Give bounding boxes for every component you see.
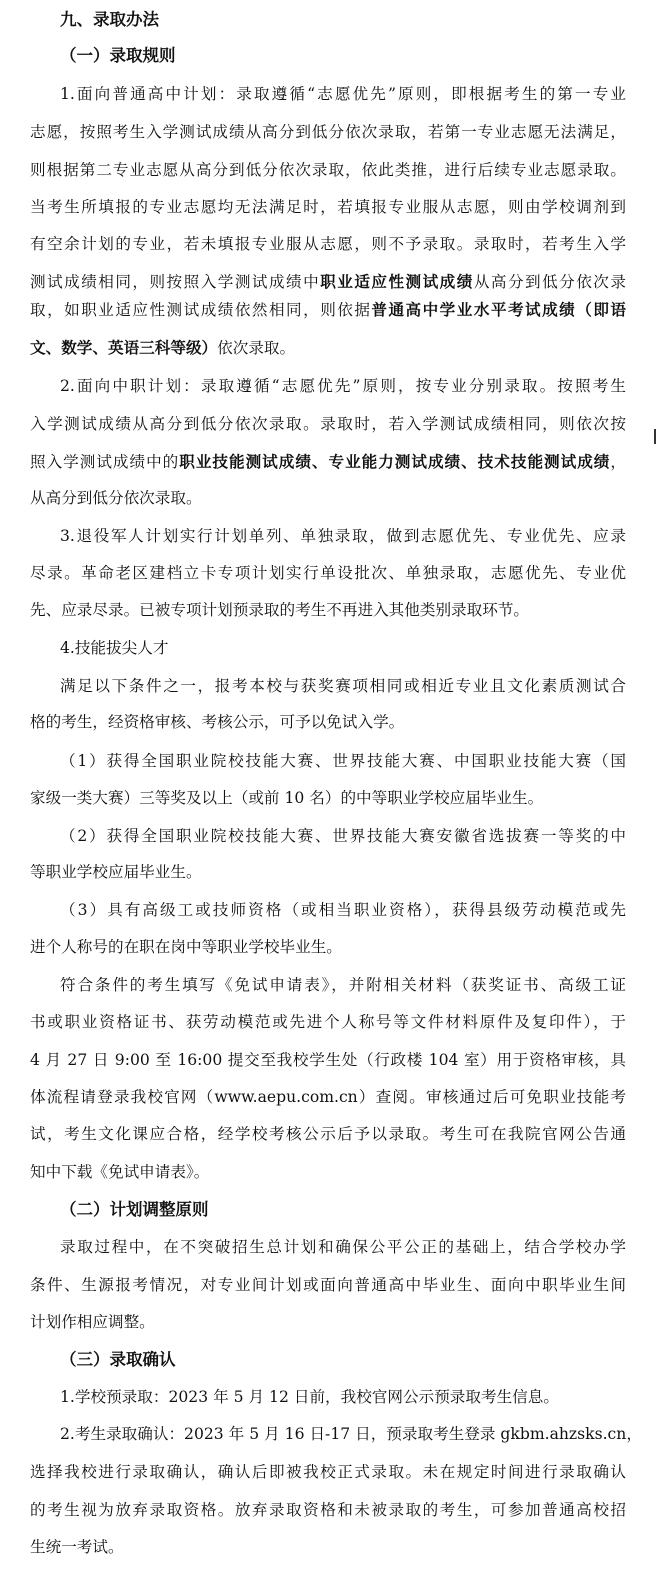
text-run: 取，如职业适应性测试成绩依然相同，则依据 [30, 301, 372, 319]
text-line: 志愿，按照考生入学测试成绩从高分到低分依次录取，若第一专业志愿无法满足， [30, 123, 626, 141]
text-cursor-mark [654, 429, 656, 444]
text-run: 测试成绩相同，则按照入学测试成绩中 [30, 273, 321, 291]
text-line: 2.面向中职计划：录取遵循“志愿优先”原则，按专业分别录取。按照考生 [60, 377, 626, 395]
text-line: 格的考生，经资格审核、考核公示，可予以免试入学。 [30, 713, 405, 731]
text-line: 入学测试成绩从高分到低分依次录取。录取时，若入学测试成绩相同，则依次按 [30, 415, 626, 433]
text-line: 进个人称号的在职在岗中等职业学校毕业生。 [30, 938, 342, 956]
text-line: 计划作相应调整。 [30, 1313, 155, 1331]
text-line: 1.面向普通高中计划：录取遵循“志愿优先”原则，即根据考生的第一专业 [60, 85, 626, 103]
text-line: 则根据第二专业志愿从高分到低分依次录取，依此类推，进行后续专业志愿录取。 [30, 161, 626, 179]
text-line: 条件、生源报考情况，对专业间计划或面向普通高中毕业生、面向中职毕业生间 [30, 1276, 626, 1294]
text-line: 知中下载《免试申请表》。 [30, 1163, 210, 1181]
bold-term: 职业适应性测试成绩 [320, 272, 474, 291]
text-run: ， [610, 453, 626, 471]
text-line [30, 338, 664, 360]
text-line: 当考生所填报的专业志愿均无法满足时，若填报专业服从志愿，则由学校调剂到 [30, 198, 626, 216]
text-line: 家级一类大赛）三等奖及以上（或前 10 名）的中等职业学校应届毕业生。 [30, 789, 544, 807]
text-line: 2.考生录取确认：2023 年 5 月 16 日-17 日，预录取考生登录 gkbm.ahzsks.cn， [60, 1425, 642, 1443]
heading-plan-adjustment: （二）计划调整原则 [60, 1200, 209, 1219]
text-run: 从高分到低分依次录 [473, 273, 626, 291]
text-line: 生统一考试。 [30, 1538, 124, 1556]
text-line [30, 300, 626, 322]
text-line: （2）获得全国职业院校技能大赛、世界技能大赛安徽省选拔赛一等奖的中 [60, 827, 626, 845]
text-line: 有空余计划的专业，若未填报专业服从志愿，则不予录取。录取时，若考生入学 [30, 235, 626, 253]
text-line: 体流程请登录我校官网（www.aepu.com.cn）查阅。审核通过后可免职业技能考 [30, 1088, 626, 1106]
text-line: 选择我校进行录取确认，确认后即被我校正式录取。未在规定时间进行录取确认 [30, 1463, 626, 1481]
bold-term: 职业技能测试成绩、专业能力测试成绩、技术技能测试成绩 [179, 452, 611, 471]
text-line [30, 272, 626, 294]
text-line: 符合条件的考生填写《免试申请表》，并附相关材料（获奖证书、高级工证 [60, 976, 626, 994]
heading-admission-rules: （一）录取规则 [60, 46, 176, 65]
text-line: 4.技能拔尖人才 [60, 639, 169, 657]
section-title: 九、录取办法 [60, 10, 159, 29]
text-line: 尽录。革命老区建档立卡专项计划实行单设批次、单独录取，志愿优先、专业优 [30, 564, 626, 582]
text-line: 的考生视为放弃录取资格。放弃录取资格和未被录取的考生，可参加普通高校招 [30, 1501, 626, 1519]
text-line: （3）具有高级工或技师资格（或相当职业资格），获得县级劳动模范或先 [60, 901, 626, 919]
text-line: 满足以下条件之一，报考本校与获奖赛项相同或相近专业且文化素质测试合 [60, 677, 626, 695]
text-line: 1.学校预录取：2023 年 5 月 12 日前，我校官网公示预录取考生信息。 [60, 1388, 559, 1406]
bold-term: 普通高中学业水平考试成绩（即语 [371, 300, 626, 319]
text-line: 试，考生文化课应合格，经学校考核公示后予以录取。考生可在我院官网公告通 [30, 1125, 626, 1143]
heading-admission-confirmation: （三）录取确认 [60, 1350, 176, 1369]
text-line: 书或职业资格证书、获劳动模范或先进个人称号等文件材料原件及复印件），于 [30, 1013, 626, 1031]
text-line: 录取过程中，在不突破招生总计划和确保公平公正的基础上，结合学校办学 [60, 1238, 626, 1256]
text-line: （1）获得全国职业院校技能大赛、世界技能大赛、中国职业技能大赛（国 [60, 752, 626, 770]
text-line [30, 452, 626, 474]
text-line: 从高分到低分依次录取。 [30, 489, 202, 507]
text-line: 先、应录尽录。已被专项计划预录取的考生不再进入其他类别录取环节。 [30, 601, 530, 619]
text-line: 3.退役军人计划实行计划单列、单独录取，做到志愿优先、专业优先、应录 [60, 527, 626, 545]
text-line: 等职业学校应届毕业生。 [30, 863, 202, 881]
text-run: 照入学测试成绩中的 [30, 453, 180, 471]
text-line: 4 月 27 日 9:00 至 16:00 提交至我校学生处（行政楼 104 室）用于资格审核，具 [30, 1051, 626, 1069]
text-run: 依次录取。 [217, 339, 296, 357]
bold-term: 文、数学、英语三科等级） [30, 338, 218, 357]
